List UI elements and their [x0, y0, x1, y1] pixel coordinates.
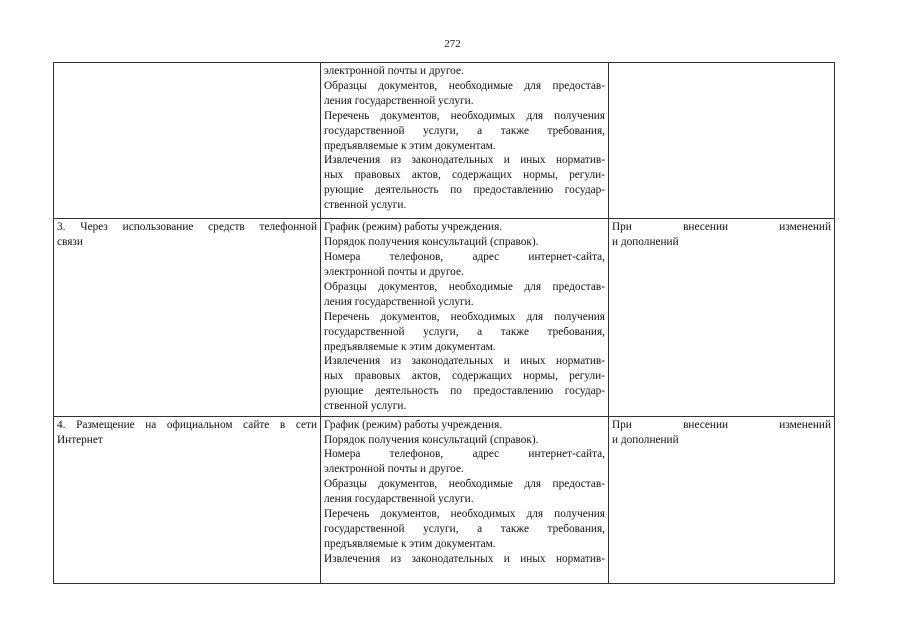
cell-text-line: ственной услуги. — [324, 199, 407, 212]
cell-text-line: Образцы документов, необходимые для предостав- — [324, 280, 605, 293]
cell-text-line: предъявляемые к этим документам. — [324, 537, 496, 550]
cell-text-line: График (режим) работы учреждения. — [324, 418, 503, 431]
table-row — [54, 416, 835, 583]
cell-text-line: Извлечения из законодательных и иных норматив- — [324, 355, 605, 368]
cell-text-line: рующие деятельность по предоставлению государ- — [324, 385, 605, 398]
content-cell — [321, 416, 609, 583]
cell-text-line: Перечень документов, необходимых для получения — [324, 310, 605, 323]
cell-text-line: Порядок получения консультаций (справок). — [324, 433, 539, 446]
method-cell — [54, 219, 321, 416]
cell-text-line: Извлечения из законодательных и иных норматив- — [324, 154, 605, 167]
cell-text-line: Перечень документов, необходимых для получения — [324, 109, 605, 122]
cell-text-line: Извлечения из законодательных и иных норматив- — [324, 552, 605, 565]
cell-text-line: электронной почты и другое. — [324, 65, 464, 77]
cell-text-line: ления государственной услуги. — [324, 94, 474, 107]
cell-text-line: предъявляемые к этим документам. — [324, 340, 496, 353]
cell-text-line: Интернет — [57, 433, 103, 446]
cell-text-line: и дополнений — [612, 433, 679, 446]
cell-text-line: 3. Через использование средств телефонной — [57, 221, 317, 234]
update-cell — [609, 416, 835, 583]
cell-text-line: государственной услуги, а также требования, — [324, 522, 605, 535]
cell-text-line: Образцы документов, необходимые для предостав- — [324, 478, 605, 491]
cell-text-line: ления государственной услуги. — [324, 493, 474, 506]
table-row — [54, 63, 835, 219]
cell-text-line: Номера телефонов, адрес интернет-сайта, — [324, 251, 605, 264]
cell-text-line: ственной услуги. — [324, 400, 407, 413]
cell-text-line: государственной услуги, а также требования, — [324, 124, 605, 137]
method-cell — [54, 63, 321, 219]
cell-text-line: рующие деятельность по предоставлению государ- — [324, 184, 605, 197]
cell-text-line: и дополнений — [612, 236, 679, 249]
cell-text-line: При внесении изменений — [612, 221, 831, 234]
content-cell — [321, 219, 609, 416]
cell-text-line: График (режим) работы учреждения. — [324, 221, 503, 234]
method-cell — [54, 416, 321, 583]
table-row — [54, 219, 835, 416]
cell-text-line: Порядок получения консультаций (справок). — [324, 236, 539, 249]
cell-text-line: государственной услуги, а также требования, — [324, 325, 605, 338]
cell-text-line: электронной почты и другое. — [324, 265, 464, 278]
cell-text-line: ных правовых актов, содержащих нормы, регули- — [324, 370, 605, 383]
cell-text-line: Образцы документов, необходимые для предостав- — [324, 79, 605, 92]
cell-text-line: ления государственной услуги. — [324, 295, 474, 308]
cell-text-line: Перечень документов, необходимых для получения — [324, 508, 605, 521]
cell-text-line: 4. Размещение на официальном сайте в сети — [57, 418, 317, 431]
update-cell — [609, 219, 835, 416]
update-cell — [609, 63, 835, 219]
cell-text-line: связи — [57, 236, 83, 249]
cell-text-line: электронной почты и другое. — [324, 463, 464, 476]
cell-text-line: предъявляемые к этим документам. — [324, 139, 496, 152]
cell-text-line: ных правовых актов, содержащих нормы, регули- — [324, 169, 605, 182]
document-table — [53, 62, 835, 584]
cell-text-line: При внесении изменений — [612, 418, 831, 431]
page-number: 272 — [444, 38, 461, 50]
content-cell — [321, 63, 609, 219]
cell-text-line: Номера телефонов, адрес интернет-сайта, — [324, 448, 605, 461]
